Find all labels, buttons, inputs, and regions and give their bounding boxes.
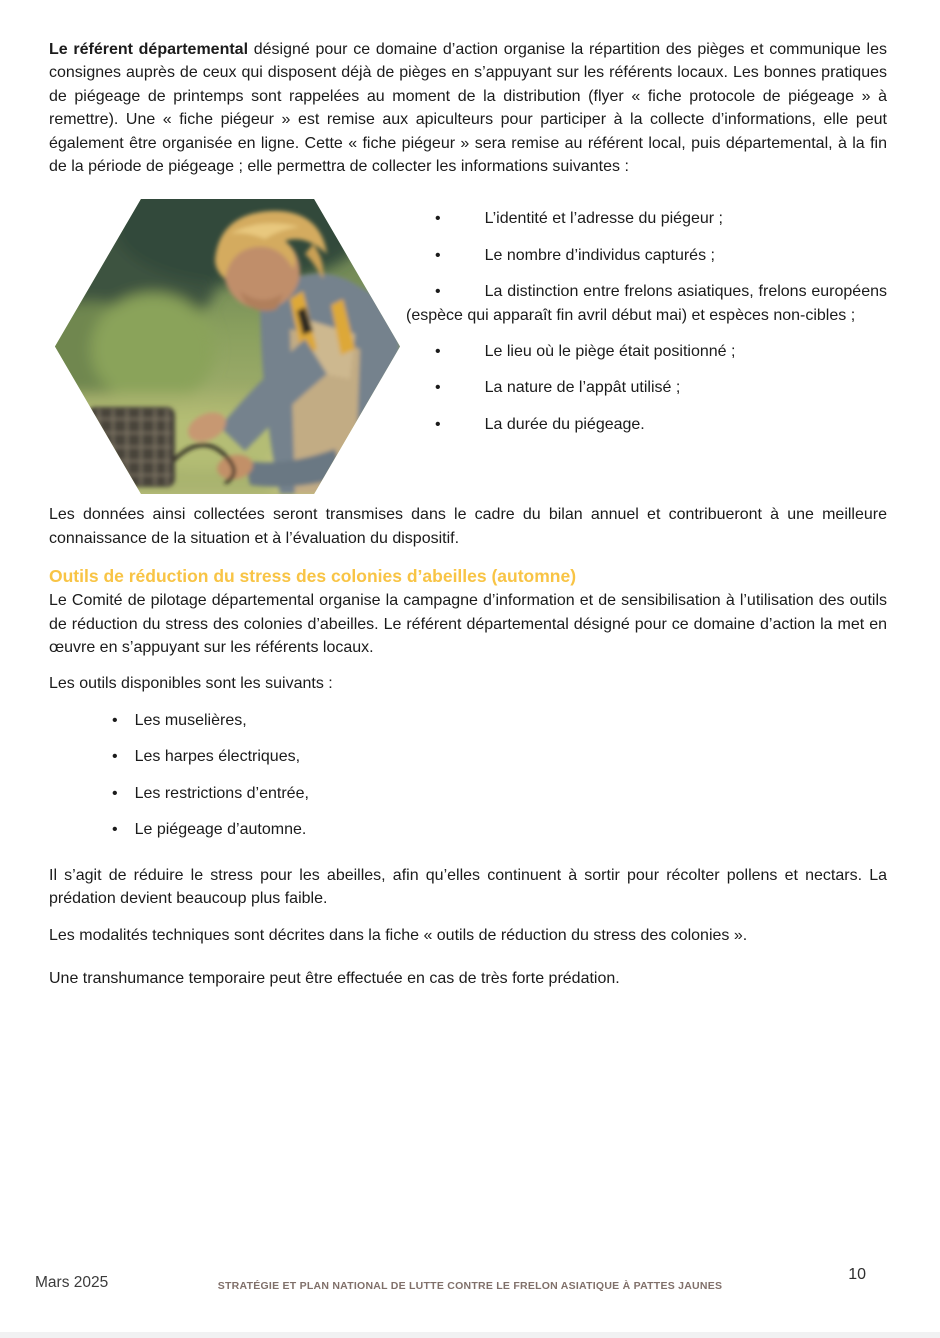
footer-document-title: STRATÉGIE ET PLAN NATIONAL DE LUTTE CONTRE LE FRELON ASIATIQUE À PATTES JAUNES (217, 1280, 723, 1292)
list-item (49, 782, 887, 805)
page-bottom-edge (0, 1332, 940, 1338)
bullet-icon: • (112, 784, 118, 802)
list-item-text: L’identité et l’adresse du piégeur ; (484, 210, 723, 228)
list-item-text: La nature de l’appât utilisé ; (484, 379, 681, 397)
page-content (49, 38, 887, 990)
transhumance-paragraph: Une transhumance temporaire peut être effectuée en cas de très forte prédation. (49, 969, 620, 987)
list-item (406, 376, 887, 399)
list-item-text: Les restrictions d’entrée, (134, 784, 309, 802)
list-item-text: Le piégeage d’automne. (134, 821, 307, 839)
footer-date: Mars 2025 (35, 1274, 109, 1291)
intro-paragraph-lead: Le référent départemental (49, 41, 249, 58)
data-collected-paragraph: Les données ainsi collectées seront transmises dans le cadre du bilan annuel et contribueront à une meilleure connaissance de la situation et à l’évaluation du dispositif. (49, 506, 887, 547)
list-item-text: Les harpes électriques, (134, 748, 301, 766)
list-item (406, 244, 887, 267)
list-item-text: La distinction entre frelons asiatiques, frelons européens (espèce qui apparaît fin avril début mai) et espèces non-cibles ; (406, 283, 887, 324)
list-item (49, 709, 887, 732)
bullet-icon: • (435, 415, 441, 433)
list-item-text: Le nombre d’individus capturés ; (484, 246, 715, 264)
bullet-icon: • (435, 210, 441, 228)
bullet-icon: • (435, 379, 441, 397)
steering-committee-paragraph: Le Comité de pilotage départemental organise la campagne d’information et de sensibilisation à l’utilisation des outils de réduction du stress des colonies d’abeilles. Le référent départemental désigné pour ce domaine d’action la met en œuvre en s’appuyant sur les référents locaux. (49, 592, 887, 657)
list-item (406, 413, 887, 436)
bullet-icon: • (435, 343, 441, 361)
bullet-icon: • (435, 283, 441, 301)
tools-list (49, 709, 887, 842)
photo-and-bullets-row (49, 199, 887, 494)
beekeeper-photo-hexagon (55, 199, 400, 494)
tools-intro: Les outils disponibles sont les suivants : (49, 675, 333, 693)
photo-bullet-list (400, 199, 887, 494)
list-item (406, 207, 887, 230)
technical-details-paragraph: Les modalités techniques sont décrites dans la fiche « outils de réduction du stress des colonies ». (49, 927, 748, 945)
list-item-text: La durée du piégeage. (484, 415, 645, 433)
page-number: 10 (848, 1266, 866, 1283)
list-item (406, 280, 887, 327)
intro-paragraph (49, 38, 887, 178)
bullet-icon: • (112, 711, 118, 729)
stress-reduction-paragraph: Il s’agit de réduire le stress pour les abeilles, afin qu’elles continuent à sortir pour récolter pollens et nectars. La prédation devient beaucoup plus faible. (49, 866, 887, 907)
bullet-icon: • (112, 748, 118, 766)
section-heading: Outils de réduction du stress des colonies d’abeilles (automne) (49, 566, 577, 587)
list-item (406, 340, 887, 363)
intro-paragraph-body: désigné pour ce domaine d’action organise la répartition des pièges et communique les consignes auprès de ceux qui disposent déjà de pièges en s’appuyant sur les référents locaux. Les bonnes pratiques de piégeage de printemps sont rappelées au moment de la distribution (flyer « fiche protocole de piégeage » à remettre). Une « fiche piégeur » est remise aux apiculteurs pour participer à la collecte d’informations, elle peut également être organisée en ligne. Cette « fiche piégeur » sera remise au référent local, puis départemental, à la fin de la période de piégeage ; elle permettra de collecter les informations suivantes : (49, 41, 887, 176)
list-item (49, 818, 887, 841)
list-item (49, 745, 887, 768)
list-item-text: Les muselières, (134, 711, 247, 729)
list-item-text: Le lieu où le piège était positionné ; (484, 343, 736, 361)
bullet-icon: • (112, 821, 118, 839)
bullet-icon: • (435, 246, 441, 264)
